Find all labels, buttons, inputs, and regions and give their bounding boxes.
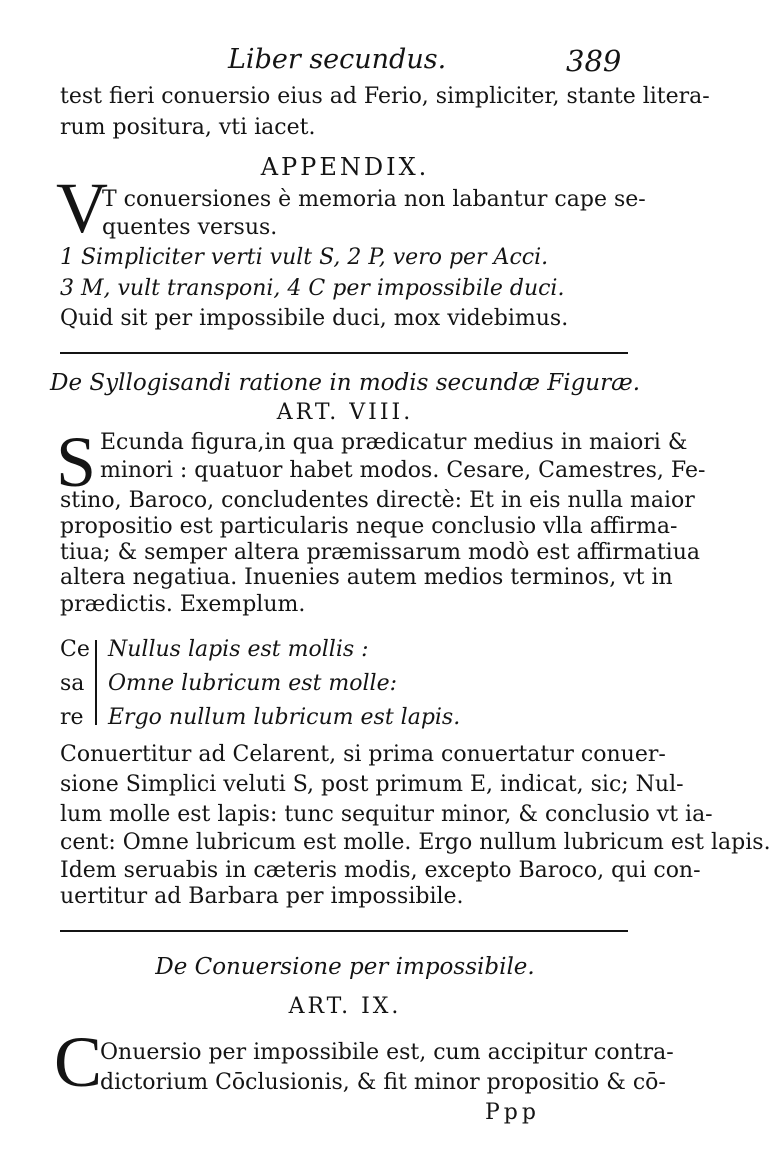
mood-syllable: re <box>60 705 84 730</box>
example-bracket <box>95 640 97 725</box>
mood-syllable: sa <box>60 671 85 696</box>
verse-line: 3 M, vult transponi, 4 C per impossibile duci. <box>60 276 565 301</box>
text-line: cent: Omne lubricum est molle. Ergo nullum lubricum est lapis. <box>60 830 771 855</box>
text-line: Onuersio per impossibile est, cum accipitur contra- <box>100 1040 674 1065</box>
page-number: 389 <box>566 44 622 78</box>
text-line: quentes versus. <box>102 215 278 240</box>
text-line: Ecunda figura,in qua prædicatur medius in maiori & <box>100 430 688 455</box>
text-line: uertitur ad Barbara per impossibile. <box>60 884 464 909</box>
drop-cap-initial: C <box>54 1022 103 1102</box>
text-line: lum molle est lapis: tunc sequitur minor, & conclusio vt ia- <box>60 802 713 827</box>
text-line: Quid sit per impossibile duci, mox videbimus. <box>60 306 569 331</box>
drop-cap-initial: S <box>56 422 97 502</box>
section-divider <box>60 930 628 932</box>
text-line: T conuersiones è memoria non labantur cape se- <box>102 187 646 212</box>
mood-syllable: Ce <box>60 637 90 662</box>
syllogism-premise: Omne lubricum est molle: <box>108 671 398 696</box>
text-line: Conuertitur ad Celarent, si prima conuertatur conuer- <box>60 742 666 767</box>
running-head: Liber secundus. <box>228 44 447 75</box>
syllogism-premise: Nullus lapis est mollis : <box>108 637 369 662</box>
text-line: Idem seruabis in cæteris modis, excepto Baroco, qui con- <box>60 858 701 883</box>
text-line: altera negatiua. Inuenies autem medios terminos, vt in <box>60 565 673 590</box>
section-heading: De Syllogisandi ratione in modis secundæ Figuræ. <box>50 370 641 396</box>
appendix-title: APPENDIX. <box>260 153 430 181</box>
syllogism-conclusion: Ergo nullum lubricum est lapis. <box>108 705 461 730</box>
text-line: prædictis. Exemplum. <box>60 592 306 617</box>
signature-mark: Ppp <box>485 1100 540 1125</box>
article-label: ART. VIII. <box>276 400 414 425</box>
article-label: ART. IX. <box>288 994 402 1019</box>
verse-line: 1 Simpliciter verti vult S, 2 P, vero per Acci. <box>60 245 549 270</box>
text-line: stino, Baroco, concludentes directè: Et in eis nulla maior <box>60 488 695 513</box>
text-line: sione Simplici veluti S, post primum E, indicat, sic; Nul- <box>60 772 684 797</box>
text-line: minori : quatuor habet modos. Cesare, Camestres, Fe- <box>100 458 706 483</box>
section-divider <box>60 352 628 354</box>
section-heading: De Conuersione per impossibile. <box>155 954 535 980</box>
text-line: rum positura, vti iacet. <box>60 115 316 140</box>
text-line: dictorium Cōclusionis, & fit minor propositio & cō- <box>100 1070 666 1095</box>
text-line: test fieri conuersio eius ad Ferio, simpliciter, stante litera- <box>60 84 710 109</box>
text-line: propositio est particularis neque conclusio vlla affirma- <box>60 514 678 539</box>
text-line: tiua; & semper altera præmissarum modò est affirmatiua <box>60 540 700 565</box>
drop-cap-initial: V <box>56 168 108 248</box>
